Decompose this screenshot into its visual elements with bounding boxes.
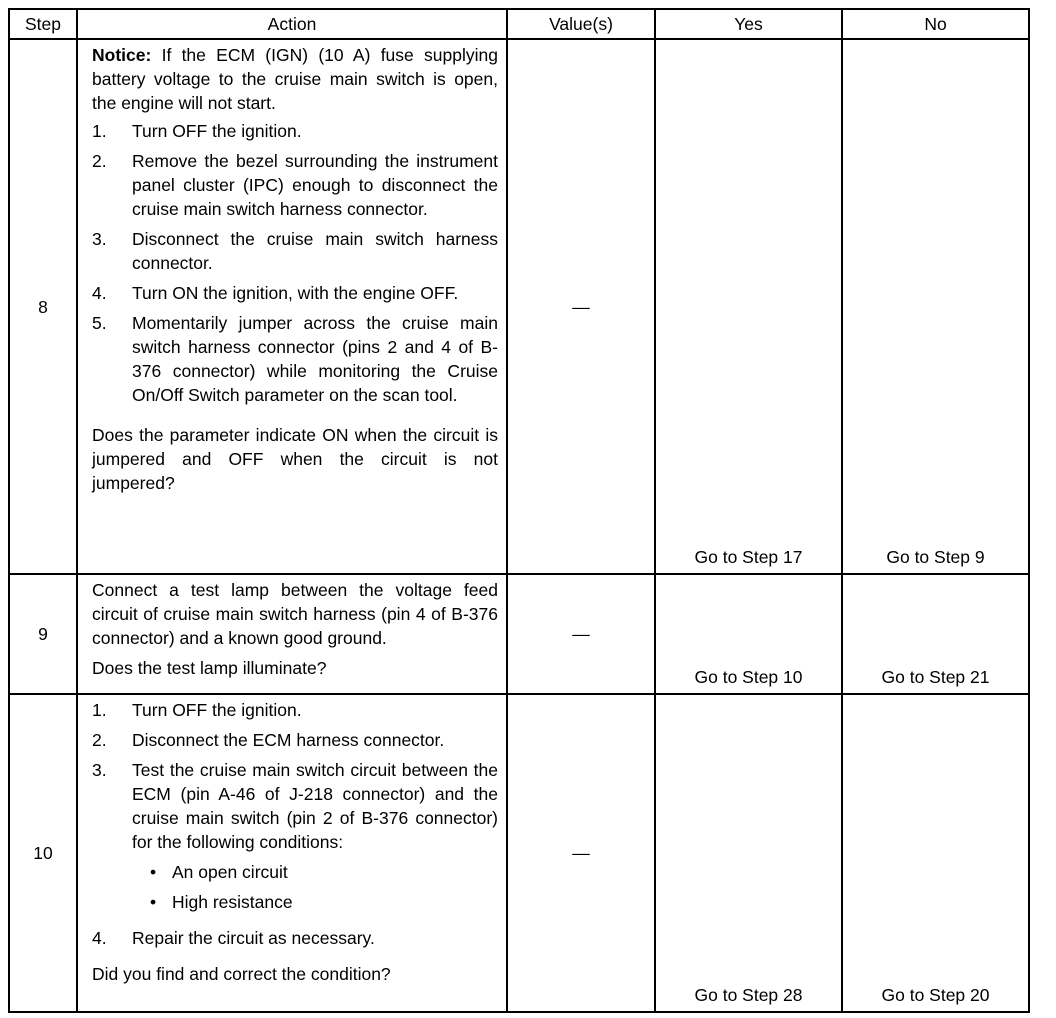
table-row-step-9 [9,574,1029,694]
item-text: Turn OFF the ignition. [132,121,302,141]
yes-result: Go to Step 28 [694,985,803,1005]
header-step: Step [9,9,77,39]
bullet-text: High resistance [172,892,293,912]
list-item [92,227,498,275]
item-text: Repair the circuit as necessary. [132,928,375,948]
header-no: No [842,9,1029,39]
no-cell [842,39,1029,574]
bullet-icon: • [150,862,157,882]
item-number: 4. [92,928,107,948]
item-number: 5. [92,313,107,333]
bullet-text: An open circuit [172,862,288,882]
item-text: Momentarily jumper across the cruise main switch harness connector (pins 2 and 4 of B-376 connector) while monitoring the Cruise On/Off Switch parameter on the scan tool. [132,313,498,405]
item-number: 1. [92,121,107,141]
yes-cell [655,39,842,574]
no-result: Go to Step 20 [881,985,990,1005]
bullet-icon: • [150,892,157,912]
step-number: 10 [9,694,77,1012]
action-cell [77,39,507,574]
item-text: Disconnect the ECM harness connector. [132,730,445,750]
header-action: Action [77,9,507,39]
yes-cell [655,574,842,694]
no-cell [842,694,1029,1012]
list-item [92,149,498,221]
yes-cell [655,694,842,1012]
no-result: Go to Step 21 [881,667,990,687]
header-row [9,9,1029,39]
item-text: Turn OFF the ignition. [132,700,302,720]
notice [92,43,498,115]
list-item [92,281,498,305]
action-cell [77,574,507,694]
action-cell [77,694,507,1012]
notice-label: Notice: [92,45,152,65]
value-cell: — [507,694,655,1012]
question: Did you find and correct the condition? [92,964,391,984]
header-values: Value(s) [507,9,655,39]
item-number: 1. [92,700,107,720]
step-number: 9 [9,574,77,694]
header-yes: Yes [655,9,842,39]
item-number: 4. [92,283,107,303]
item-text: Disconnect the cruise main switch harness connector. [132,229,498,273]
item-number: 2. [92,151,107,171]
item-text: Remove the bezel surrounding the instrument panel cluster (IPC) enough to disconnect the cruise main switch harness connector. [132,151,498,219]
item-number: 3. [92,229,107,249]
question: Does the parameter indicate ON when the circuit is jumpered and OFF when the circuit is not jumpered? [92,425,498,493]
value-cell: — [507,574,655,694]
list-item [92,698,498,722]
notice-text: If the ECM (IGN) (10 A) fuse supplying battery voltage to the cruise main switch is open, the engine will not start. [92,45,498,113]
value-cell: — [507,39,655,574]
table-row-step-8 [9,39,1029,574]
list-item [92,728,498,752]
list-item [92,119,498,143]
no-result: Go to Step 9 [886,547,985,567]
no-cell [842,574,1029,694]
bullet-item [150,890,498,914]
list-item [92,758,498,920]
intro-text: Connect a test lamp between the voltage feed circuit of cruise main switch harness (pin 4 of B-376 connector) and a known good ground. [92,580,498,648]
condition-list [132,860,498,914]
list-item [92,311,498,407]
step-number: 8 [9,39,77,574]
question: Does the test lamp illuminate? [92,658,327,678]
table-row-step-10 [9,694,1029,1012]
yes-result: Go to Step 17 [694,547,803,567]
list-item [92,926,498,950]
item-number: 3. [92,760,107,780]
diagnostic-table [8,8,1030,1013]
step-list [92,119,498,407]
item-text: Test the cruise main switch circuit between the ECM (pin A-46 of J-218 connector) and the cruise main switch (pin 2 of B-376 connector) for the following conditions: [132,760,498,852]
bullet-item [150,860,498,884]
item-number: 2. [92,730,107,750]
item-text: Turn ON the ignition, with the engine OFF. [132,283,459,303]
yes-result: Go to Step 10 [694,667,803,687]
step-list [92,698,498,950]
